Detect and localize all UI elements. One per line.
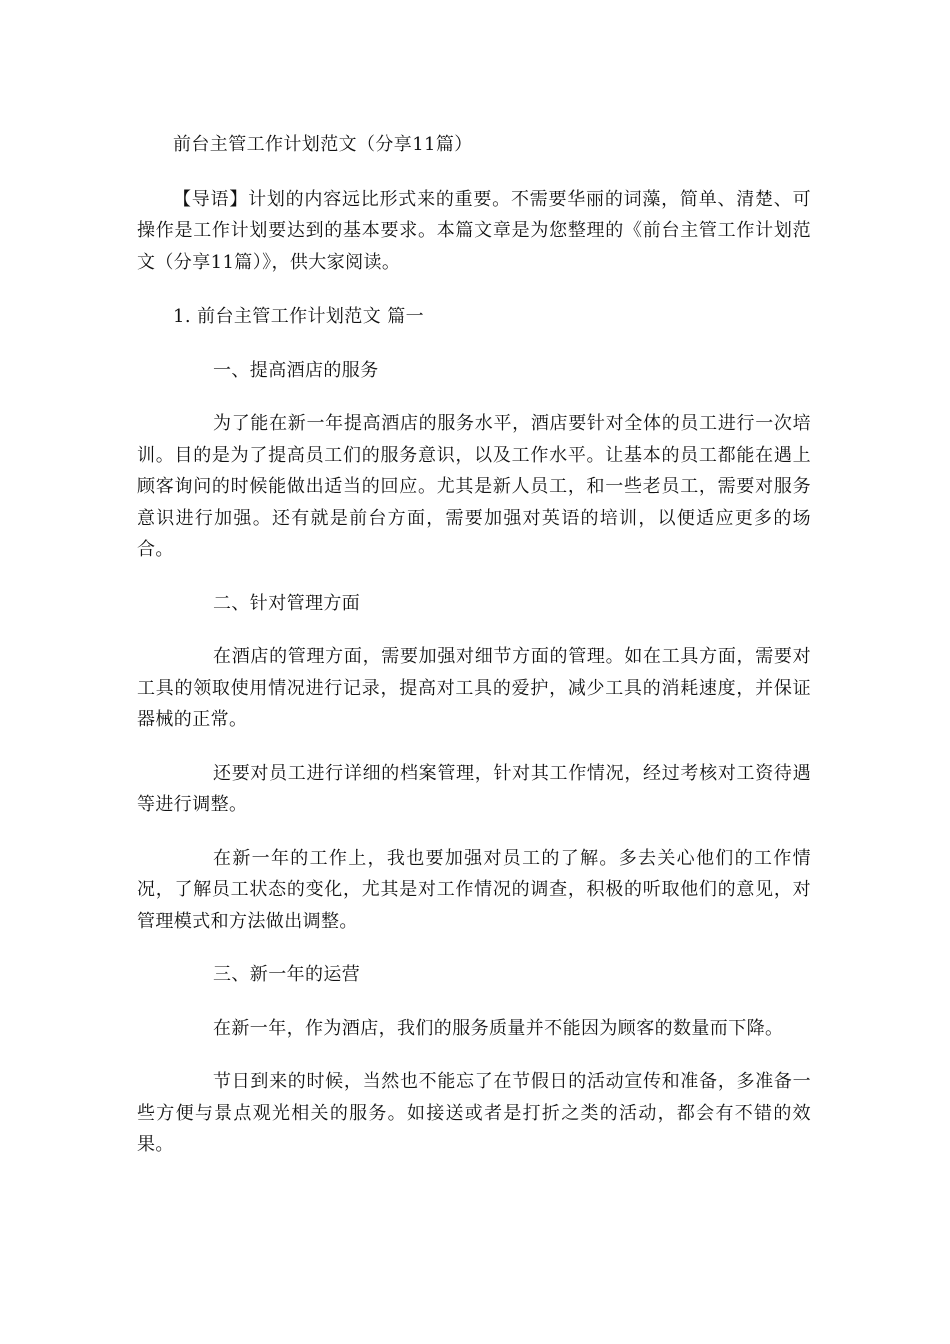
subheading-operations: 三、新一年的运营 [213, 964, 361, 985]
document-title: 前台主管工作计划范文（分享11篇） [173, 134, 473, 155]
subheading-management: 二、针对管理方面 [213, 592, 361, 614]
paragraph-quality: 在新一年，作为酒店，我们的服务质量并不能因为顾客的数量而下降。 [213, 1017, 784, 1039]
intro-paragraph: 【导语】计划的内容远比形式来的重要。不需要华丽的词藻，简单、清楚、可操作是工作计划要达到的基本要求。本篇文章是为您整理的《前台主管工作计划范文（分享11篇）》，供大家阅读。 [137, 188, 811, 273]
document-body [137, 129, 811, 1183]
paragraph-holidays: 节日到来的时候，当然也不能忘了在节假日的活动宣传和准备，多准备一些方便与景点观光相关的服务。如接送或者是打折之类的活动，都会有不错的效果。 [137, 1071, 811, 1155]
paragraph-records: 还要对员工进行详细的档案管理，针对其工作情况，经过考核对工资待遇等进行调整。 [137, 762, 811, 815]
paragraph-tools: 在酒店的管理方面，需要加强对细节方面的管理。如在工具方面，需要对工具的领取使用情况进行记录，提高对工具的爱护，减少工具的消耗速度，并保证器械的正常。 [137, 646, 811, 730]
section-heading: 1. 前台主管工作计划范文 篇一 [173, 306, 425, 327]
paragraph-staff-care: 在新一年的工作上，我也要加强对员工的了解。多去关心他们的工作情况，了解员工状态的变化，尤其是对工作情况的调查，积极的听取他们的意见，对管理模式和方法做出调整。 [137, 847, 811, 932]
subheading-service: 一、提高酒店的服务 [213, 359, 379, 381]
paragraph-training: 为了能在新一年提高酒店的服务水平，酒店要针对全体的员工进行一次培训。目的是为了提高员工们的服务意识，以及工作水平。让基本的员工都能在遇上顾客询问的时候能做出适当的回应。尤其是新人员工，和一些老员工，需要对服务意识进行加强。还有就是前台方面，需要加强对英语的培训，以便适应更多的场合。 [137, 413, 811, 560]
